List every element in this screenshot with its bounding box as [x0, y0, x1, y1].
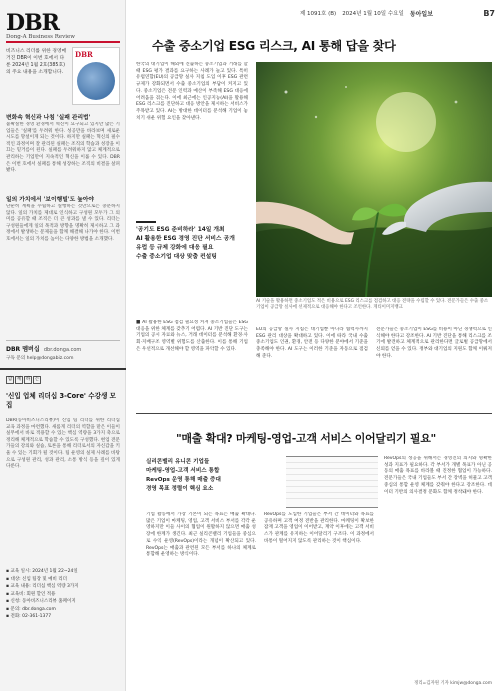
recruit-title[interactable]: '신입 업체 리더십 3-Core' 수강생 모집 [6, 392, 116, 409]
edu-info-list [6, 568, 120, 621]
sidebar-heading-1[interactable]: 변화속 혁신과 나침 '실패 관리법' [6, 115, 91, 121]
membership-brand[interactable] [6, 344, 120, 353]
article2-col1: 기업 활동에서 가장 기본이 되는 목표는 매출 확대다. 많은 기업이 마케팅, 영업, 고객 서비스 부서를 각각 운영하지만 이들 사이의 협업이 원활하지 않으면 매출 성장에 한계가 생긴다. 최근 실리콘밸리 기업들을 중심으로 수익 운영(RevOps)이라는 개념이 확산되고 있다. RevOps는 매출과 관련된 모든 부서를 하나의 체계로 통합해 운영하는 방식이다. [146, 512, 256, 558]
list-item: ▪ 대상: 신임 팀장 및 예비 리더 [6, 576, 120, 584]
article2-subhead: 실리콘밸리 유니콘 기업들 마케팅-영업-고객 서비스 통합 RevOps 운영 통해 매출 증대 경영 목표 정렬이 핵심 요소 [146, 459, 221, 492]
issue-date: 2024년 1월 10일 수요일 [342, 11, 404, 17]
sidebar-heading-2[interactable]: 일의 가치에서 '보이행빌'도 높아야 [6, 197, 95, 203]
page-header [300, 7, 495, 19]
sidebar-body-2: 단순히 계획을 수립하고 실행하는 것만으로는 충분하지 않다. 일의 가치를 제대로 인식하고 구성원 모두가 그 의미를 공유할 때 조직은 더 큰 성과를 낼 수 있다. 리더는 구성원들에게 일의 목적과 방향을 명확히 제시하고 그 과정에서 발생하는 문제들을 함께 해결해 나가야 한다. 이번 호에서는 일의 가치를 높이는 다양한 방법을 소개했다. [6, 204, 120, 242]
dbr-logo: DBR [6, 10, 59, 36]
table-row [286, 493, 378, 499]
series-char: 는 [34, 377, 40, 382]
issue-number: 제 1091호 (B) [300, 11, 337, 17]
left-sidebar [0, 0, 126, 691]
series-char: 함 [7, 377, 13, 382]
subhead-text: '공기도 ESG 준비하라' 14일 개최 AI 활용한 ESG 경영 진단 서비스 공개 유럽 등 규제 강화에 대응 필요 수출 중소기업 대상 맞춤 컨설팅 [136, 227, 235, 260]
photo-caption: AI 기술을 활용하면 중소기업도 적은 비용으로 ESG 리스크를 점검하고 대응 전략을 수립할 수 있다. 전문가들은 수출 중소기업이 공급망 실사에 선제적으로 대응해야 한다고 조언한다. 게티이미지뱅크 [256, 299, 489, 310]
list-item: ▪ 교육 내용: 리더십 핵심 역량 3가지 [6, 583, 120, 591]
article1-subhead [136, 226, 248, 262]
article1-col-bot2: EU의 공급망 실사 지침은 대기업뿐 아니라 협력사까지 ESG 관리 대상을 확대하고 있다. 이에 따라 국내 수출 중소기업도 인권, 환경, 안전 등 다양한 분야에서 기준을 충족해야 한다. AI 도구는 이러한 기준을 자동으로 점검해 준다. [256, 327, 368, 359]
divider [136, 413, 492, 414]
byline: 정리=김자원 기자 kimjw@donga.com [414, 681, 492, 686]
dbr-subtitle: Dong-A Business Review [6, 34, 75, 40]
list-item: ▪ 교육비: 회원 할인 적용 [6, 591, 120, 599]
article2-title[interactable]: "매출 확대? 마케팅-영업-고객 서비스 이어달리기 필요" [176, 432, 436, 445]
series-char: 께 [16, 377, 22, 382]
magazine-cover[interactable] [72, 47, 120, 105]
series-char: 하 [25, 377, 31, 382]
article2-col3: RevOps의 성공을 위해서는 경영진의 의지와 명확한 성과 지표가 필요하다. 각 부서가 개별 목표가 아닌 공동의 매출 목표를 바라볼 때 진정한 협업이 가능하다. 전문가들은 국내 기업들도 부서 간 장벽을 허물고 고객 중심의 통합 운영 체계를 갖춰야 한다고 강조한다. 데이터 기반의 의사결정 문화도 함께 정착돼야 한다. [384, 456, 492, 495]
article1-col-bot3: 전문가들은 중소기업이 ESG를 비용이 아닌 경쟁력으로 인식해야 한다고 강조한다. AI 기반 진단을 통해 리스크를 조기에 발견하고 체계적으로 관리한다면 글로벌 공급망에서 신뢰를 얻을 수 있다. 정부와 대기업의 지원도 함께 이뤄져야 한다. [376, 327, 492, 359]
article1-photo[interactable] [256, 62, 492, 297]
recruit-body: DBR(동아비즈니스리뷰)이 신임 팀 리더를 위한 리더십 교육 과정을 마련했다. 새롭게 리더의 역할을 맡은 이들이 실무에서 바로 적용할 수 있는 핵심 역량을 3가지 축으로 정리해 체계적으로 학습할 수 있도록 구성했다. 현업 전문가들의 강의와 실습, 토론을 통해 리더로서의 자신감을 키울 수 있는 기회가 될 것이다. 팀 운영의 실제 사례를 바탕으로 구성원 관리, 성과 관리, 소통 방식 등을 깊이 있게 다룬다. [6, 418, 120, 470]
article1-title[interactable]: 수출 중소기업 ESG 리스크, AI 통해 답을 찾다 [152, 39, 396, 53]
membership-label: DBR 멤버십 [6, 346, 40, 353]
article1-col-mid: ■ AI 활용한 ESG 점검 필요성 커져 중소기업들은 ESG 대응을 위한 체계를 갖추기 어렵다. AI 기반 진단 도구는 기업의 공시 자료와 뉴스, 거래 데이터를 분석해 환경·사회·지배구조 영역별 위험도를 산출한다. 이를 통해 기업은 우선적으로 개선해야 할 영역을 파악할 수 있다. [136, 320, 248, 352]
divider [0, 368, 126, 370]
divider [136, 221, 156, 223]
sidebar-body-1: 불확실한 경영 환경에서 혁신이 요구되고 있지만 많은 기업들은 '실패'를 두려워 한다. 성공만을 바라보며 새로운 시도를 망설이게 되는 것이다. 하지만 실패는 혁신의 필수적인 과정이며 잘 관리된 실패는 조직의 학습과 성장을 이끄는 밑거름이 된다. 실패를 두려워하지 않고 체계적으로 관리하는 기업만이 지속적인 혁신을 이룰 수 있다. DBR은 이번 호에서 실패를 통해 성장하는 조직의 비결을 살펴봤다. [6, 122, 120, 174]
article2-chart-box [286, 456, 378, 508]
membership-url[interactable]: dbr.donga.com [43, 347, 82, 353]
divider [6, 41, 120, 43]
cover-title: DBR [75, 50, 93, 59]
list-item: ▪ 교육 일시: 2024년 1월 22~24일 [6, 568, 120, 576]
page-number: B7 [483, 8, 495, 18]
contact-info: 구독 문의 help@dongabiz.com [6, 356, 74, 361]
cover-image [77, 62, 115, 100]
list-item: ▪ 전화: 02-361-1377 [6, 613, 120, 621]
robot-plant-illustration [256, 62, 492, 297]
paper-name: 동아일보 [409, 10, 433, 18]
series-tag [6, 376, 41, 384]
list-item: ▪ 문의: dbr.donga.com [6, 606, 120, 614]
list-item: ▪ 신청: 동아비즈니스리뷰 홈페이지 [6, 598, 120, 606]
promo-text: 비즈니스 리더를 위한 경영매거진 DBR이 이번 호에서 다룬 2024년 1월 2호(385호)의 주요 내용을 소개합니다. [6, 49, 67, 75]
article2-col2: RevOps를 도입한 기업들은 부서 간 데이터와 목표를 공유하며 고객 여정 전반을 관리한다. 마케팅이 확보한 잠재 고객을 영업이 이어받고, 계약 이후에는 고객 서비스가 관계를 유지하는 이어달리기 구조다. 이 과정에서 바통이 떨어지지 않도록 관리하는 것이 핵심이다. [264, 512, 374, 544]
article1-col1: 한국의 대기업이 해외에 진출하는 중소기업과 거래를 할 때 ESG 평가 결과를 요구하는 사례가 늘고 있다. 특히 유럽연합(EU)의 공급망 실사 지침 도입 이후 ESG 관련 규제가 강화되면서 수출 중소기업의 부담이 커지고 있다. 중소기업은 전문 인력과 예산이 부족해 ESG 대응에 어려움을 겪는다. 이에 최근에는 인공지능(AI)을 활용해 ESG 리스크를 진단하고 대응 방안을 제시하는 서비스가 주목받고 있다. AI는 방대한 데이터를 분석해 기업이 놓치기 쉬운 위험 요인을 찾아낸다. [136, 62, 248, 121]
membership-footer [6, 340, 120, 362]
